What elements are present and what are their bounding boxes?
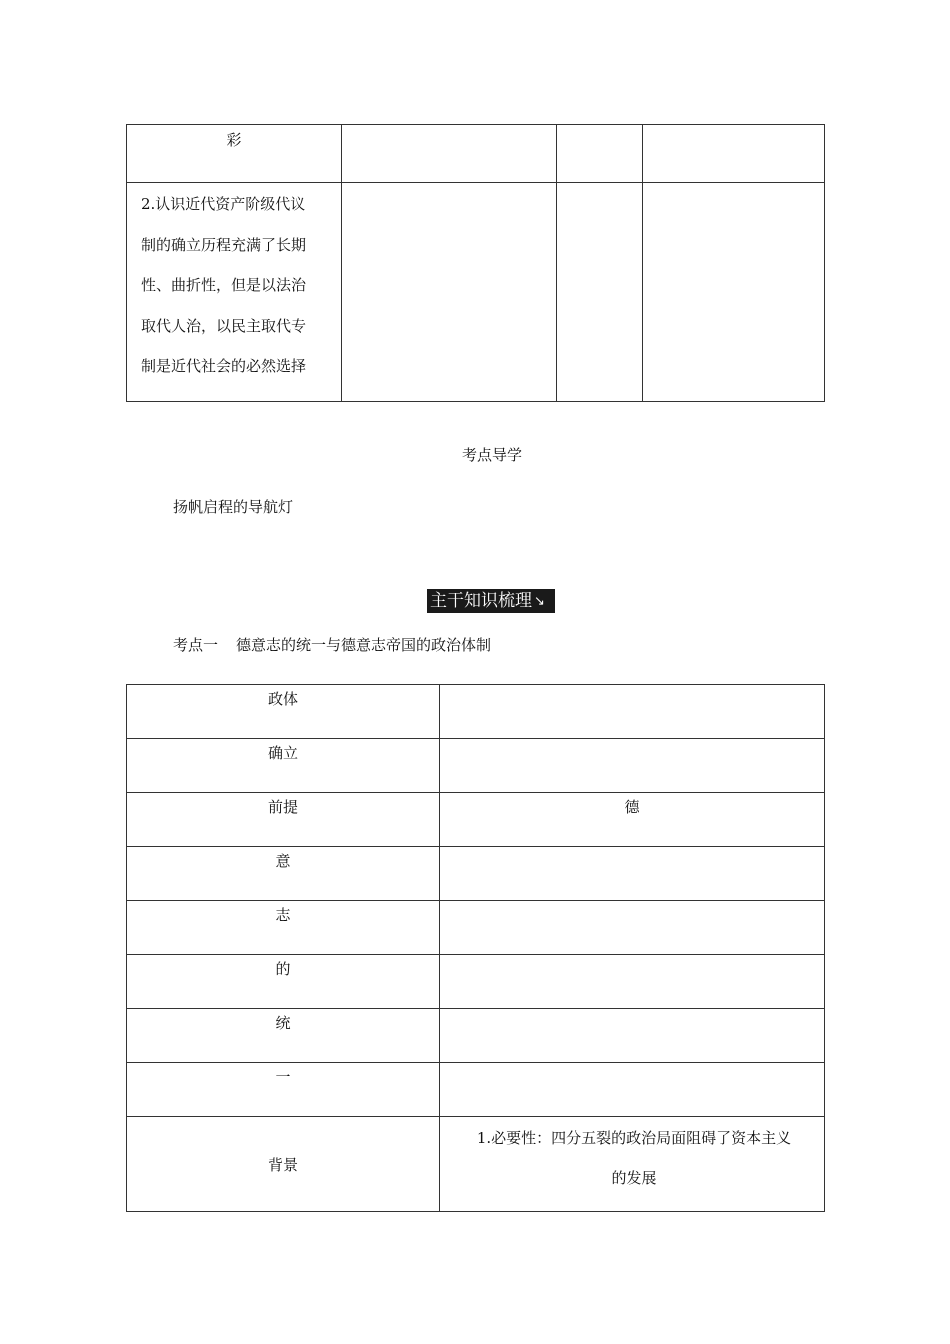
row-key: 志 <box>127 901 440 955</box>
table-cell <box>127 183 342 402</box>
cell-line: 制的确立历程充满了长期 <box>141 235 307 254</box>
row-value <box>440 901 825 955</box>
row-key: 政体 <box>127 685 440 739</box>
table-cell <box>127 125 342 183</box>
point-title <box>173 634 491 655</box>
table-row <box>127 183 825 402</box>
row-value <box>440 955 825 1009</box>
row-value: 德 <box>440 793 825 847</box>
table-row <box>127 1117 825 1212</box>
top-table <box>126 124 825 402</box>
row-key: 意 <box>127 847 440 901</box>
row-key: 一 <box>127 1063 440 1117</box>
knowledge-banner <box>427 589 555 613</box>
row-key: 的 <box>127 955 440 1009</box>
table-row <box>127 1009 825 1063</box>
table-row <box>127 739 825 793</box>
cell-line: 的发展 <box>611 1169 657 1187</box>
table-row <box>127 901 825 955</box>
row-key: 背景 <box>127 1117 440 1212</box>
row-value <box>440 1117 825 1212</box>
row-key: 确立 <box>127 739 440 793</box>
cell-text: 彩 <box>226 131 242 149</box>
table-row <box>127 793 825 847</box>
arrow-icon: ↘ <box>534 593 545 609</box>
cell-line: 性、曲折性，但是以法治 <box>141 276 307 294</box>
point-label: 考点一 <box>173 636 219 654</box>
row-value <box>440 739 825 793</box>
table-row <box>127 847 825 901</box>
table-cell <box>342 183 557 402</box>
table-cell <box>557 125 643 183</box>
row-value <box>440 1009 825 1063</box>
table-row <box>127 125 825 183</box>
point-text: 德意志的统一与德意志帝国的政治体制 <box>236 636 492 654</box>
subheading: 扬帆启程的导航灯 <box>173 498 294 516</box>
cell-line: 2.认识近代资产阶级代议 <box>141 195 306 213</box>
table-row <box>127 1063 825 1117</box>
table-row <box>127 685 825 739</box>
table-cell <box>643 183 825 402</box>
cell-line: 取代人治，以民主取代专 <box>141 316 307 335</box>
row-key: 统 <box>127 1009 440 1063</box>
cell-line: 制是近代社会的必然选择 <box>141 357 307 375</box>
row-key: 前提 <box>127 793 440 847</box>
row-value <box>440 847 825 901</box>
section-heading: 考点导学 <box>461 446 522 464</box>
table-row <box>127 955 825 1009</box>
table-cell <box>557 183 643 402</box>
table-cell <box>342 125 557 183</box>
row-value <box>440 1063 825 1117</box>
main-table <box>126 684 825 1212</box>
cell-paragraph <box>127 183 341 387</box>
row-value <box>440 685 825 739</box>
banner-label: 主干知识梳理 <box>430 591 532 611</box>
table-cell <box>643 125 825 183</box>
cell-line: 1.必要性：四分五裂的政治局面阻碍了资本主义 <box>476 1129 792 1147</box>
